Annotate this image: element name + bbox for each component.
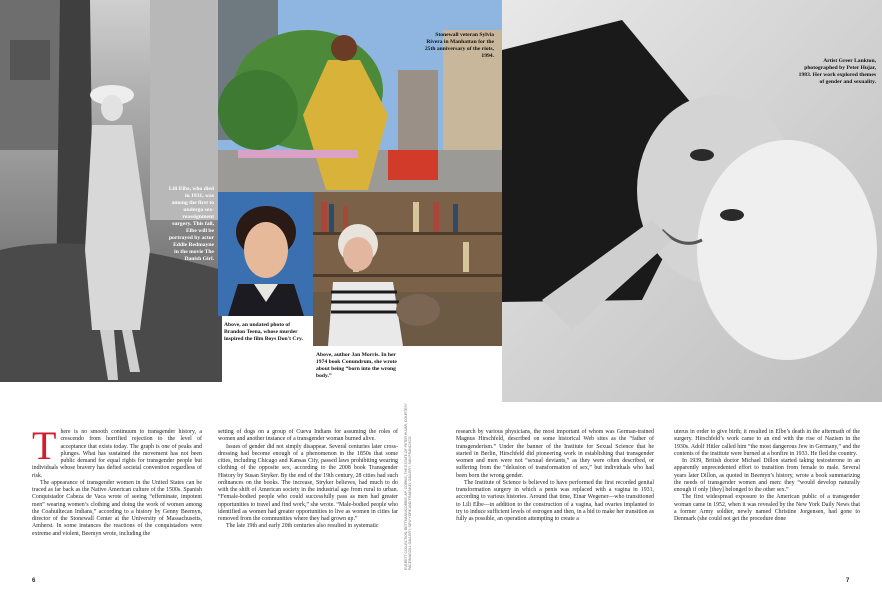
- article-paragraph: The first widespread exposure to the American public of a transgender woman came in 1952, when it was revealed by the New York Daily News that a former Army soldier, newly named Christine Jorgensen, had gone to Denmark (she could not get the procedure done: [674, 494, 860, 522]
- article-paragraph: In 1939, British doctor Michael Dillon started taking testosterone in an apparently unprecedented effort to transition from female to male. Several years later Dillon, as quoted in Beemyn’s history, wrote a book summarizing the needs of transgender women and men: they “would develop naturally enough if only [they] belonged to the other sex.”: [674, 458, 860, 493]
- brandon-teena-photo: [218, 192, 313, 316]
- sylvia-rivera-photo: [218, 0, 502, 192]
- article-paragraph: Issues of gender did not simply disappear. Several centuries later cross-dressing had become enough of a phenomenon in the 1850s that some cities, including Chicago and Kansas City, passed laws prohibiting wearing clothing of the opposite sex, according to the 2008 book Transgender History by Susan Stryker. By the end of the 19th century, 28 cities had such ordinances on the books. The increase, Stryker believes, had much to do with the shift of American society in the industrial age from rural to urban. “Female-bodied people who could successfully pass as men had greater opportunities to travel and find work,” she wrote. “Male-bodied people who identified as women had greater opportunities to live as women in cities far removed from the communities where they had grown up.”: [218, 443, 398, 522]
- article-column-1: [32, 423, 202, 538]
- article-paragraph: The late 19th and early 20th centuries also resulted in systematic: [226, 523, 379, 530]
- article-column-4: [674, 429, 860, 523]
- sylvia-rivera-caption: Stonewall veteran Sylvia Rivera in Manhattan for the 25th anniversary of the riots, 1994.: [424, 32, 494, 59]
- article-paragraph: The appearance of transgender women in the United States can be traced as far back as the Native American culture of the 1500s. Spanish Conquistador Cabeza de Vaca wrote of seeing “effeminate, impotent men” wearing women’s clothing and doing the work of women among the Coahuiltecan Indians,” according to a history by Genny Beemyn, director of the Stonewall Center at the University of Massachusetts, Amherst. In some instances the reactions of the conquistadors were extreme and violent, Beemyn wrote, including the: [32, 479, 202, 537]
- page-number-right: 7: [846, 578, 850, 584]
- article-column-2: [218, 429, 398, 531]
- article-paragraph: uterus in order to give birth; it resulted in Elbe’s death in the aftermath of the surgery. Hirschfeld’s work came to an end with the rise of Nazism in the 1930s. Adolf Hitler called him “the most dangerous Jew in Germany,” and the contents of the institute were burned at a bonfire in 1933. He fled the country.: [674, 429, 860, 457]
- article-paragraph: setting of dogs on a group of Cueva Indians for assuming the roles of women and another instance of a transgender woman burned alive.: [218, 429, 398, 443]
- jan-morris-photo: [313, 192, 502, 346]
- article-paragraph: The Institute of Science is believed to have performed the first recorded genital transformation surgery in which a penis was replaced with a vagina in 1931, according to various histories. Around that time, Einar Wegener—who transitioned to Lili Elbe—in addition to the construction of a vagina, had ovaries implanted to try to induce sufficient levels of estrogen and then, in a bid to make her transition as fully as possible, an operation attempting to create a: [456, 479, 654, 522]
- drop-cap: T: [32, 423, 57, 468]
- article-paragraph: here is no smooth continuum to transgender history, a crescendo from horrified rejection to the level of acceptance that exists today. The graph is one of peaks and plunges. What has sustained the movement has not been public demand for equal rights for transgender people but individuals whose bravery has defied societal convention regardless of risk.: [32, 429, 202, 479]
- jan-morris-caption: Above, author Jan Morris. In her 1974 book Conundrum, she wrote about being “born into the wrong body.”: [316, 352, 397, 379]
- article-column-3: [456, 429, 654, 523]
- greer-lankton-caption: Artist Greer Lankton, photographed by Peter Hujar, 1983. Her work explored themes of gender and sexuality.: [798, 58, 876, 85]
- page-number-left: 6: [32, 578, 36, 584]
- photo-credits: EVERETT COLLECTION; BETTMANN/CORBIS; AP; CORBIS; THE ESTATE OF PETER HUJAR, COURTESY PACE/MACGILL GALLERY, NEW YORK AND FRAENKEL GALLERY, SAN FRANCISCO: [404, 403, 413, 570]
- brandon-teena-caption: Above, an undated photo of Brandon Teena, whose murder inspired the film Boys Don't Cry.: [224, 322, 303, 342]
- article-paragraph: research by various physicians, the most important of whom was German-trained Magnus Hirschfeld, described on some historical Web sites as the “father of transgenderism.” Under the banner of the Institute for Sexual Science that he started in Berlin, Hirschfeld did pioneering work in establishing that transgender women and men were not “sexual deviants,” as they were often described, or suffering from the “delusion of transformation of sex,” but individuals who had been born the wrong gender.: [456, 429, 654, 479]
- lili-elbe-caption: Lili Elbe, who died in 1931, was among the first to undergo sex-reassignment surgery. This fall, Elbe will be portrayed by actor Eddie Redmayne in the movie The Danish Girl.: [168, 186, 214, 262]
